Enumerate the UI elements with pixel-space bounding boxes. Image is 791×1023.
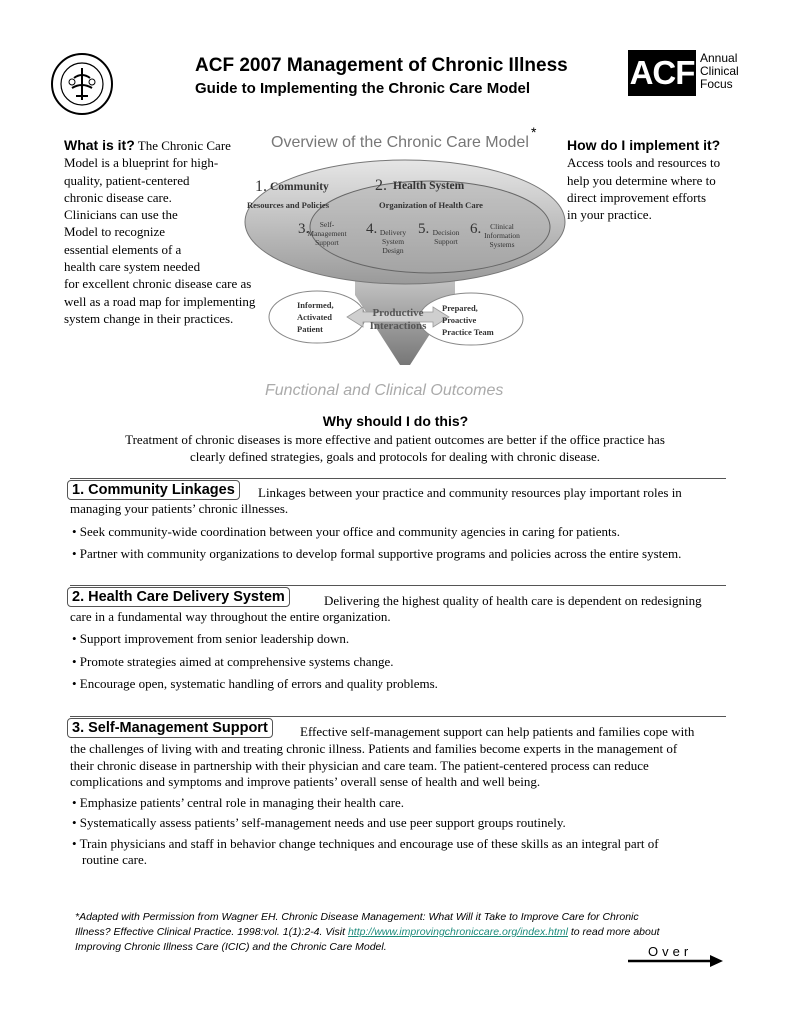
bullet-item: • Support improvement from senior leadership down. — [72, 631, 350, 646]
section-intro: Delivering the highest quality of health care is dependent on redesigning — [324, 593, 702, 608]
logo-word: Focus — [700, 77, 733, 91]
page-title: ACF 2007 Management of Chronic Illness — [195, 55, 568, 76]
chronic-care-model-diagram — [235, 125, 575, 385]
patient-line: Activated — [297, 312, 332, 322]
diagram-title: Overview of the Chronic Care Model — [271, 134, 529, 151]
elem3-num: 3. — [298, 221, 310, 237]
what-text-line: system change in their practices. — [64, 310, 234, 326]
section-intro: care in a fundamental way throughout the entire organization. — [70, 609, 391, 624]
diagram-outcomes: Functional and Clinical Outcomes — [265, 382, 504, 399]
what-text-line: health care system needed — [64, 259, 201, 275]
what-text-line: Clinicians can use the — [64, 207, 178, 223]
footnote — [75, 910, 735, 955]
interactions-line: Productive — [372, 307, 424, 319]
footnote-text: to read more about — [567, 926, 660, 938]
section-divider — [70, 716, 726, 717]
why-text-line: Treatment of chronic diseases is more effective and patient outcomes are better if the office practice has — [125, 432, 665, 447]
how-text-line: direct improvement efforts — [567, 189, 707, 205]
elem5-num: 5. — [418, 221, 430, 237]
team-line: Prepared, — [442, 303, 478, 313]
how-text-line: in your practice. — [567, 207, 652, 223]
bullet-item: • Seek community-wide coordination between your office and community agencies in caring for patients. — [72, 524, 620, 539]
how-to-implement-block — [567, 137, 747, 223]
section-intro: Effective self-management support can help patients and families cope with — [300, 724, 695, 739]
footnote-line: Improving Chronic Illness Care (ICIC) and the Chronic Care Model. — [75, 941, 387, 953]
elem3-line: Self- — [319, 220, 335, 229]
health-sub: Organization of Health Care — [379, 200, 483, 210]
what-text-line: well as a road map for implementing — [64, 293, 256, 309]
community-num: 1. — [255, 178, 267, 195]
acf-logo — [628, 50, 748, 96]
elem4-line: System — [381, 237, 405, 246]
section-title-health-care-delivery: 2. Health Care Delivery System — [67, 587, 290, 607]
section-title-self-management: 3. Self-Management Support — [67, 718, 273, 738]
section-intro: the challenges of living with and treating chronic illness. Patients and families become experts in the management of — [70, 741, 678, 756]
elem6-line: Information — [484, 231, 520, 240]
bullet-item-continued: routine care. — [82, 852, 147, 867]
elem5-line: Decision — [432, 228, 460, 237]
footnote-line: *Adapted with Permission from Wagner EH. Chronic Disease Management: What Will it Take to Improve Care for Chronic — [75, 911, 639, 923]
community-label: Community — [270, 181, 329, 193]
team-line: Practice Team — [442, 327, 494, 337]
elem6-line: Systems — [489, 240, 515, 249]
bullet-item: • Systematically assess patients’ self-management needs and use peer support groups routinely. — [72, 815, 566, 830]
community-sub: Resources and Policies — [247, 200, 330, 210]
patient-line: Informed, — [297, 300, 334, 310]
arrow-right-icon — [628, 955, 723, 967]
section-intro: managing your patients’ chronic illnesses. — [70, 501, 289, 516]
elem4-num: 4. — [366, 221, 378, 237]
over-label: Over — [648, 944, 693, 959]
page-subtitle: Guide to Implementing the Chronic Care Model — [195, 80, 531, 97]
patient-line: Patient — [297, 324, 323, 334]
what-text-line: chronic disease care. — [64, 189, 172, 205]
what-text-line: essential elements of a — [64, 241, 182, 257]
section-intro: their chronic disease in partnership with their physician and care team. The patient-centered process can reduce — [70, 758, 649, 773]
section-divider — [70, 585, 726, 586]
bullet-item: • Partner with community organizations to develop formal supportive programs and policies across the entire system. — [72, 546, 682, 561]
how-text-line: help you determine where to — [567, 172, 716, 188]
team-line: Proactive — [442, 315, 477, 325]
section-intro: complications and symptoms and improve patients’ overall sense of health and well being. — [70, 774, 541, 789]
bullet-item: • Encourage open, systematic handling of errors and quality problems. — [72, 676, 438, 691]
why-text-line: clearly defined strategies, goals and protocols for dealing with chronic disease. — [189, 449, 601, 464]
elem3-line: Management — [307, 229, 347, 238]
icic-link[interactable]: http://www.improvingchroniccare.org/index.html — [347, 926, 568, 938]
section-divider — [70, 478, 726, 479]
elem4-line: Design — [382, 246, 404, 255]
logo-word: Annual — [700, 51, 738, 65]
how-text-line: Access tools and resources to — [567, 155, 721, 171]
what-heading: What is it? — [64, 137, 135, 153]
health-label: Health System — [393, 180, 465, 192]
what-text-line: Model is a blueprint for high- — [64, 155, 219, 171]
elem5-line: Support — [434, 237, 458, 246]
why-text — [90, 431, 700, 465]
why-heading: Why should I do this? — [322, 413, 469, 429]
diagram-title-mark: * — [531, 125, 537, 140]
footnote-line — [75, 925, 735, 940]
health-system-ellipse — [310, 181, 550, 273]
what-text-line: Model to recognize — [64, 224, 166, 240]
section-intro: Linkages between your practice and community resources play important roles in — [258, 485, 682, 500]
interactions-line: Interactions — [369, 320, 427, 332]
what-text-line: quality, patient-centered — [64, 172, 190, 188]
logo-word: Clinical — [700, 64, 739, 78]
bullet-item: • Promote strategies aimed at comprehensive systems change. — [72, 654, 394, 669]
health-num: 2. — [375, 177, 387, 194]
bullet-item: • Emphasize patients’ central role in managing their health care. — [72, 795, 405, 810]
bullet-item: • Train physicians and staff in behavior change techniques and encourage use of these skills as an integral part of — [72, 836, 659, 851]
what-text-line: for excellent chronic disease care as — [64, 276, 252, 292]
elem6-line: Clinical — [490, 222, 514, 231]
acf-logo-words — [700, 52, 739, 91]
elem4-line: Delivery — [379, 228, 407, 237]
how-heading: How do I implement it? — [567, 137, 721, 153]
aafp-seal-icon — [50, 52, 114, 116]
elem3-line: Support — [315, 238, 339, 247]
elem6-num: 6. — [470, 221, 482, 237]
what-text-line: The Chronic Care — [137, 138, 231, 153]
section-title-community-linkages: 1. Community Linkages — [67, 480, 240, 500]
footnote-text: Illness? Effective Clinical Practice. 1998:vol. 1(1):2-4. Visit — [75, 926, 348, 938]
acf-logo-letters: ACF — [628, 50, 696, 96]
